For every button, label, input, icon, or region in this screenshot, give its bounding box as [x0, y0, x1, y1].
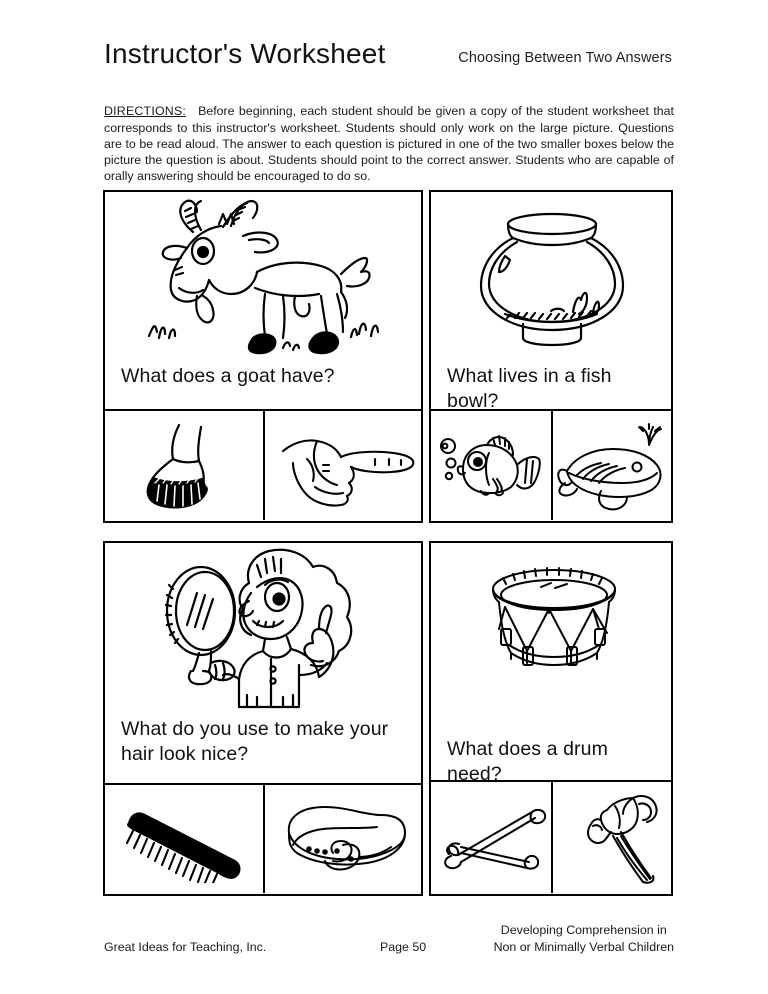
scene-drum [431, 543, 671, 733]
question-board [103, 190, 673, 896]
page-title: Instructor's Worksheet [104, 38, 386, 69]
question-card-1 [103, 190, 423, 523]
answer-option-2b[interactable] [551, 411, 671, 520]
drum-illustration [489, 567, 619, 679]
footer-series [494, 922, 674, 955]
answer-row-2 [431, 409, 671, 520]
footer-series-line-2: Non or Minimally Verbal Children [493, 939, 674, 954]
comb-illustration [123, 799, 249, 883]
pointing-hand-illustration [279, 429, 419, 507]
hammer-illustration [571, 792, 663, 884]
answer-row-1 [105, 409, 421, 520]
answer-option-3b[interactable] [263, 785, 421, 893]
page-header [104, 38, 672, 78]
answer-option-1b[interactable] [263, 411, 421, 520]
scene-goat [105, 192, 421, 360]
question-card-2 [429, 190, 673, 523]
answer-option-2a[interactable] [431, 411, 551, 520]
directions-body: Before beginning, each student should be given a copy of the student worksheet that corresponds to this instructor's worksheet. Students should only work on the large picture. Questions are to be read aloud. The answer to each question is pictured in one of the two smaller boxes below the picture the question is about. Students should point to the correct answer. Students who are capable of orally answering should be encouraged to do so. [104, 104, 674, 184]
scene-girl-with-mirror [105, 543, 421, 713]
question-card-4 [429, 541, 673, 896]
directions-paragraph [104, 103, 674, 184]
answer-row-4 [431, 780, 671, 893]
belt-illustration [279, 801, 409, 881]
question-card-3 [103, 541, 423, 896]
answer-row-3 [105, 783, 421, 893]
directions-label: DIRECTIONS: [104, 104, 187, 119]
answer-option-4a[interactable] [431, 782, 551, 893]
answer-option-1a[interactable] [105, 411, 263, 520]
goldfish-illustration [439, 433, 543, 499]
whale-illustration [557, 421, 671, 513]
question-prompt-3: What do you use to make your hair look nice? [121, 718, 389, 765]
worksheet-topic: Choosing Between Two Answers [458, 50, 672, 66]
drumsticks-illustration [439, 806, 547, 870]
fish-bowl-illustration [477, 208, 627, 348]
goat-illustration [135, 196, 395, 356]
hoof-illustration [127, 421, 247, 513]
footer-publisher: Great Ideas for Teaching, Inc. [104, 940, 267, 954]
scene-fish-bowl [431, 192, 671, 360]
answer-option-4b[interactable] [551, 782, 671, 893]
footer-series-line-1: Developing Comprehension in [500, 923, 667, 937]
footer-page-number: Page 50 [380, 940, 427, 954]
girl-with-mirror-illustration [153, 545, 383, 713]
page-footer [104, 920, 674, 970]
question-prompt-2: What lives in a fish bowl? [447, 365, 612, 412]
answer-option-3a[interactable] [105, 785, 263, 893]
question-prompt-1: What does a goat have? [121, 365, 335, 387]
question-prompt-4: What does a drum need? [447, 738, 608, 785]
